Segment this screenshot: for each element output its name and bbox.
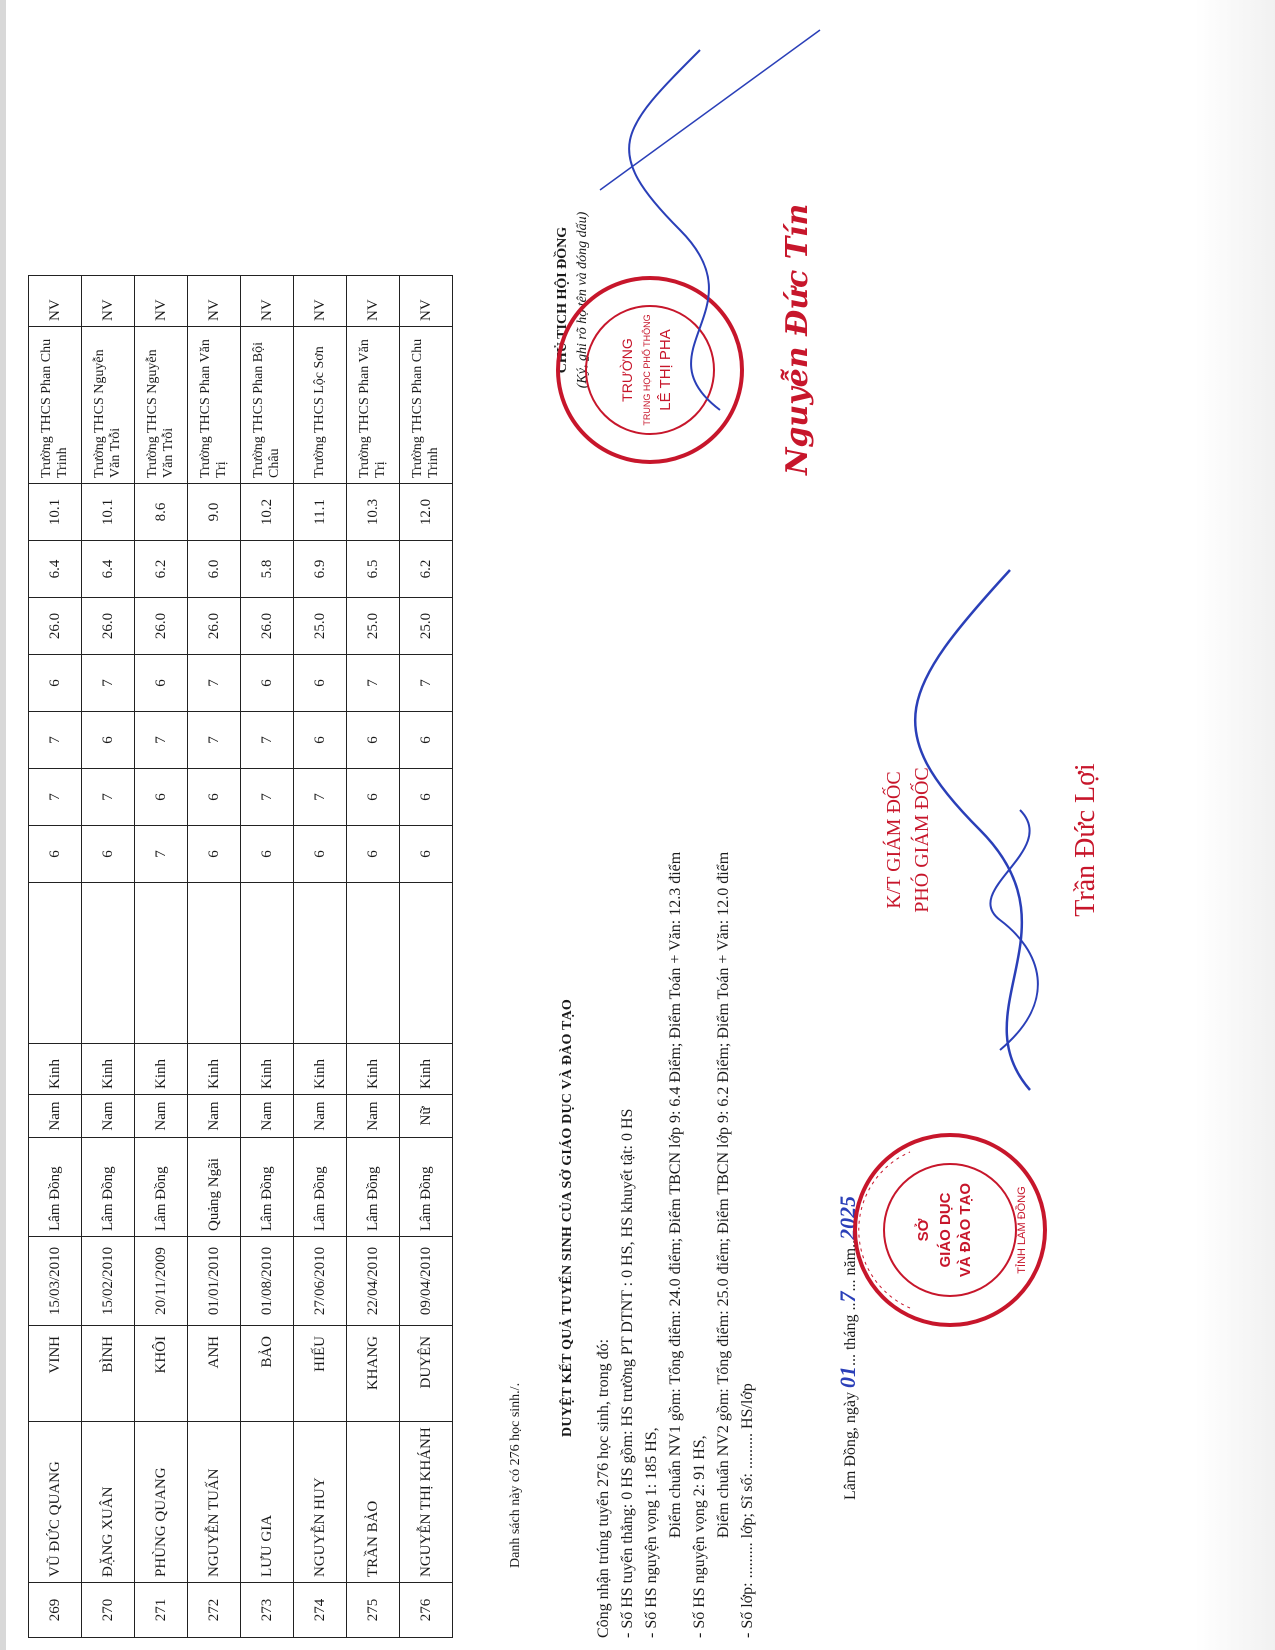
cell-tbcn: 6.9	[294, 541, 347, 598]
cell-sum: 11.1	[294, 484, 347, 541]
cell-pob: Lâm Đồng	[135, 1138, 188, 1237]
chairman-title: CHỦ TỊCH HỘI ĐỒNG	[555, 226, 570, 374]
cell-tbcn: 6.4	[82, 541, 135, 598]
cell-eth: Kinh	[347, 1044, 400, 1095]
cell-eth: Kinh	[188, 1044, 241, 1095]
date-year-label: ... năm..	[842, 1239, 859, 1292]
cell-d4: 6	[135, 655, 188, 712]
cell-total: 26.0	[29, 598, 82, 655]
list-note: Danh sách này có 276 học sinh./.	[508, 1382, 523, 1568]
cell-ten: DUYÊN	[400, 1326, 453, 1422]
approval-line: - Số HS nguyện vọng 1: 185 HS,	[643, 1427, 660, 1638]
cell-ten: BÌNH	[82, 1326, 135, 1422]
cell-school: Trường THCS Phan Chu Trinh	[29, 327, 82, 484]
cell-d3: 7	[135, 712, 188, 769]
cell-d4: 7	[188, 655, 241, 712]
approval-line: Điểm chuẩn NV1 gồm: Tổng điểm: 24.0 điểm; Điểm TBCN lớp 9: 6.4 Điểm; Điểm Toán + Văn: 12.3 điểm	[667, 851, 684, 1538]
cell-pob: Lâm Đồng	[347, 1138, 400, 1237]
cell-sex: Nam	[82, 1095, 135, 1138]
cell-ho: NGUYỄN HUY	[294, 1422, 347, 1583]
cell-d4: 6	[294, 655, 347, 712]
cell-total: 26.0	[188, 598, 241, 655]
chairman-subtitle: (Ký, ghi rõ họ tên và đóng dấu)	[575, 211, 590, 389]
director-name: Trần Đức Lợi	[1070, 763, 1101, 917]
director-title-1: K/T GIÁM ĐỐC	[883, 771, 905, 909]
cell-nv: NV	[82, 276, 135, 327]
cell-dob: 01/08/2010	[241, 1237, 294, 1326]
cell-d1: 6	[188, 826, 241, 883]
cell-eth: Kinh	[294, 1044, 347, 1095]
cell-sum: 10.2	[241, 484, 294, 541]
cell-eth: Kinh	[29, 1044, 82, 1095]
cell-total: 25.0	[400, 598, 453, 655]
cell-nv: NV	[188, 276, 241, 327]
cell-tbcn: 6.0	[188, 541, 241, 598]
cell-ho: NGUYỄN TUẤN	[188, 1422, 241, 1583]
cell-school: Trường THCS Phan Bội Châu	[241, 327, 294, 484]
cell-ho: LƯU GIA	[241, 1422, 294, 1583]
cell-ten: VINH	[29, 1326, 82, 1422]
cell-stt: 273	[241, 1583, 294, 1638]
seal-bottom-text: TỈNH LÂM ĐỒNG	[1016, 1186, 1028, 1274]
cell-d1: 6	[241, 826, 294, 883]
director-signature-flourish	[990, 810, 1038, 1050]
cell-sex: Nam	[135, 1095, 188, 1138]
cell-ten: HIẾU	[294, 1326, 347, 1422]
cell-d4: 6	[241, 655, 294, 712]
cell-dob: 01/01/2010	[188, 1237, 241, 1326]
cell-d1: 6	[82, 826, 135, 883]
cell-ho: NGUYỄN THỊ KHÁNH	[400, 1422, 453, 1583]
cell-d3: 7	[188, 712, 241, 769]
cell-tbcn: 5.8	[241, 541, 294, 598]
seal-text-3: LÊ THỊ PHA	[657, 329, 674, 411]
cell-sum: 9.0	[188, 484, 241, 541]
cell-d1: 6	[29, 826, 82, 883]
cell-stt: 271	[135, 1583, 188, 1638]
cell-ten: KHÔI	[135, 1326, 188, 1422]
cell-total: 25.0	[294, 598, 347, 655]
cell-nv: NV	[294, 276, 347, 327]
cell-d1: 6	[400, 826, 453, 883]
cell-d3: 7	[29, 712, 82, 769]
cell-pob: Lâm Đồng	[400, 1138, 453, 1237]
cell-total: 26.0	[241, 598, 294, 655]
cell-tbcn: 6.4	[29, 541, 82, 598]
cell-pob: Lâm Đồng	[294, 1138, 347, 1237]
cell-d1: 6	[347, 826, 400, 883]
cell-sum: 12.0	[400, 484, 453, 541]
cell-dob: 20/11/2009	[135, 1237, 188, 1326]
cell-school: Trường THCS Nguyễn Văn Trỗi	[135, 327, 188, 484]
cell-nv: NV	[347, 276, 400, 327]
seal-text-3: VÀ ĐÀO TẠO	[957, 1182, 974, 1278]
cell-d2: 6	[135, 769, 188, 826]
cell-total: 26.0	[135, 598, 188, 655]
cell-d4: 7	[347, 655, 400, 712]
cell-dob: 15/02/2010	[82, 1237, 135, 1326]
seal-text-1: TRƯỜNG	[619, 338, 635, 402]
cell-ten: ANH	[188, 1326, 241, 1422]
cell-pob: Quảng Ngãi	[188, 1138, 241, 1237]
cell-d2: 7	[294, 769, 347, 826]
cell-d4: 7	[400, 655, 453, 712]
approval-line: Công nhận trúng tuyển 276 học sinh, trong đó:	[595, 1338, 612, 1638]
cell-pob: Lâm Đồng	[82, 1138, 135, 1237]
cell-d2: 6	[400, 769, 453, 826]
cell-d3: 6	[82, 712, 135, 769]
cell-ho: VŨ ĐỨC QUANG	[29, 1422, 82, 1583]
cell-d4: 6	[29, 655, 82, 712]
date-month-label: ... tháng ..	[842, 1302, 859, 1367]
cell-dob: 15/03/2010	[29, 1237, 82, 1326]
cell-stt: 272	[188, 1583, 241, 1638]
cell-sum: 10.1	[29, 484, 82, 541]
cell-school: Trường THCS Phan Chu Trinh	[400, 327, 453, 484]
cell-ho: ĐẶNG XUÂN	[82, 1422, 135, 1583]
cell-sex: Nam	[347, 1095, 400, 1138]
approval-title: DUYỆT KẾT QUẢ TUYỂN SINH CỦA SỞ GIÁO DỤC VÀ ĐÀO TẠO	[560, 999, 575, 1437]
cell-d1: 6	[294, 826, 347, 883]
cell-ten: KHANG	[347, 1326, 400, 1422]
cell-ho: TRẦN BẢO	[347, 1422, 400, 1583]
cell-d1: 7	[135, 826, 188, 883]
cell-stt: 276	[400, 1583, 453, 1638]
cell-tbcn: 6.2	[400, 541, 453, 598]
cell-d2: 7	[82, 769, 135, 826]
cell-stt: 274	[294, 1583, 347, 1638]
cell-sex: Nam	[241, 1095, 294, 1138]
director-signature	[915, 570, 1030, 1090]
cell-nv: NV	[135, 276, 188, 327]
cell-sex: Nữ	[400, 1095, 453, 1138]
approval-line: - Số HS tuyển thẳng: 0 HS gồm: HS trường PT DTNT : 0 HS, HS khuyết tật: 0 HS	[619, 1108, 636, 1638]
cell-dob: 27/06/2010	[294, 1237, 347, 1326]
cell-stt: 275	[347, 1583, 400, 1638]
cell-d2: 7	[29, 769, 82, 826]
cell-sum: 10.3	[347, 484, 400, 541]
cell-eth: Kinh	[135, 1044, 188, 1095]
cell-eth: Kinh	[241, 1044, 294, 1095]
cell-nv: NV	[400, 276, 453, 327]
cell-school: Trường THCS Phan Văn Trị	[188, 327, 241, 484]
cell-sum: 10.1	[82, 484, 135, 541]
cell-pob: Lâm Đồng	[241, 1138, 294, 1237]
cell-stt: 270	[82, 1583, 135, 1638]
department-seal	[855, 1135, 1045, 1325]
cell-dob: 22/04/2010	[347, 1237, 400, 1326]
cell-d3: 6	[294, 712, 347, 769]
cell-d2: 6	[188, 769, 241, 826]
cell-tbcn: 6.5	[347, 541, 400, 598]
cell-ten: BẢO	[241, 1326, 294, 1422]
cell-dob: 09/04/2010	[400, 1237, 453, 1326]
cell-sex: Nam	[188, 1095, 241, 1138]
cell-school: Trường THCS Lộc Sơn	[294, 327, 347, 484]
chairman-signature-stroke	[600, 30, 820, 190]
cell-total: 26.0	[82, 598, 135, 655]
approval-line: - Số HS nguyện vọng 2: 91 HS,	[691, 1435, 708, 1638]
cell-school: Trường THCS Nguyễn Văn Trỗi	[82, 327, 135, 484]
approval-line: Điểm chuẩn NV2 gồm: Tổng điểm: 25.0 điểm; Điểm TBCN lớp 9: 6.2 Điểm; Điểm Toán + Văn: 12.0 điểm	[715, 851, 732, 1538]
date-year: 2025	[835, 1195, 860, 1240]
seal-text-2: TRUNG HỌC PHỔ THÔNG	[642, 314, 652, 426]
school-seal	[558, 278, 742, 462]
date-day: 01	[835, 1366, 860, 1389]
cell-d2: 6	[347, 769, 400, 826]
approval-line: - Số lớp: ......... lớp; Sĩ số: ......... HS/lớp	[739, 1383, 756, 1638]
cell-sum: 8.6	[135, 484, 188, 541]
cell-d4: 7	[82, 655, 135, 712]
cell-total: 25.0	[347, 598, 400, 655]
seal-text-2: GIÁO DỤC	[937, 1192, 954, 1268]
chairman-name: Nguyễn Đức Tín	[780, 203, 815, 475]
date-prefix: Lâm Đồng, ngày	[842, 1388, 859, 1500]
cell-ho: PHÙNG QUANG	[135, 1422, 188, 1583]
cell-sex: Nam	[294, 1095, 347, 1138]
cell-tbcn: 6.2	[135, 541, 188, 598]
director-title-2: PHÓ GIÁM ĐỐC	[911, 767, 933, 913]
seal-text-1: SỞ	[915, 1218, 932, 1242]
cell-stt: 269	[29, 1583, 82, 1638]
cell-d3: 7	[241, 712, 294, 769]
cell-nv: NV	[29, 276, 82, 327]
cell-pob: Lâm Đồng	[29, 1138, 82, 1237]
date-month: 7	[835, 1291, 860, 1303]
cell-eth: Kinh	[400, 1044, 453, 1095]
cell-school: Trường THCS Phan Văn Trị	[347, 327, 400, 484]
cell-nv: NV	[241, 276, 294, 327]
cell-sex: Nam	[29, 1095, 82, 1138]
cell-d3: 6	[347, 712, 400, 769]
cell-d2: 7	[241, 769, 294, 826]
cell-d3: 6	[400, 712, 453, 769]
cell-eth: Kinh	[82, 1044, 135, 1095]
